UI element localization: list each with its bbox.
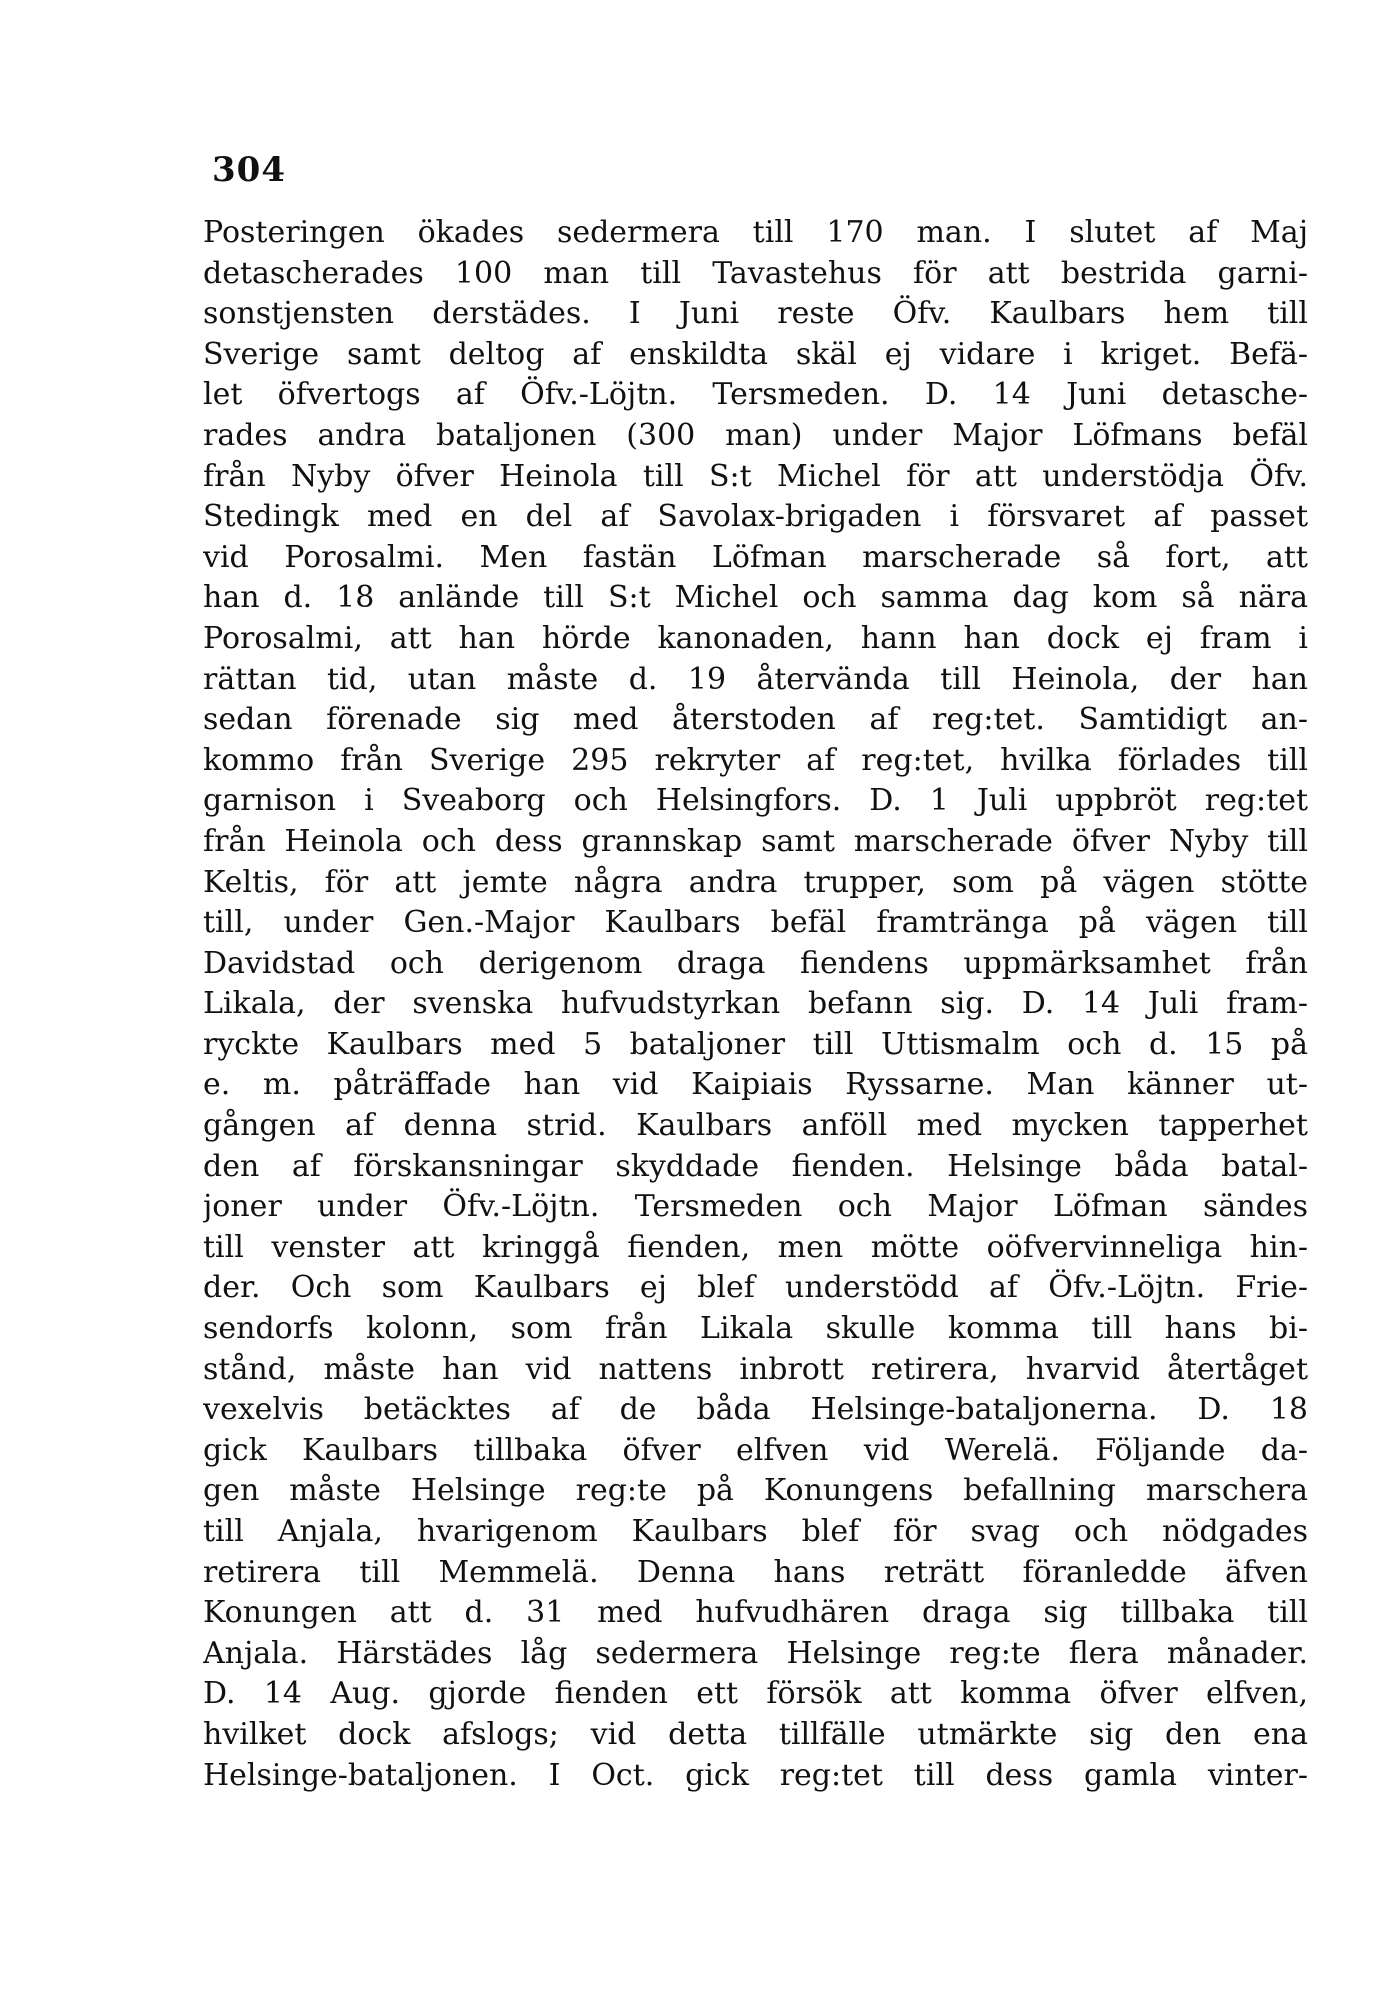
text-line: sedan förenade sig med återstoden af reg:tet. Samtidigt an- xyxy=(203,702,1308,738)
text-line: Keltis, för att jemte några andra trupper, som på vägen stötte xyxy=(203,864,1308,900)
text-line: till venster att kringgå fienden, men mötte oöfvervinneliga hin- xyxy=(203,1229,1308,1265)
page-number: 304 xyxy=(212,150,286,190)
body-text xyxy=(203,213,1308,1796)
text-line: den af förskansningar skyddade fienden. Helsinge båda batal- xyxy=(203,1148,1308,1184)
text-line: sonstjensten derstädes. I Juni reste Öfv. Kaulbars hem till xyxy=(203,296,1308,332)
text-line: Helsinge-bataljonen. I Oct. gick reg:tet till dess gamla vinter- xyxy=(203,1757,1308,1793)
text-line: retirera till Memmelä. Denna hans reträtt föranledde äfven xyxy=(203,1554,1308,1590)
text-line: e. m. påträffade han vid Kaipiais Ryssarne. Man känner ut- xyxy=(203,1067,1308,1103)
text-line: vid Porosalmi. Men fastän Löfman marscherade så fort, att xyxy=(203,539,1308,575)
text-line: han d. 18 anlände till S:t Michel och samma dag kom så nära xyxy=(203,580,1308,616)
text-line: gen måste Helsinge reg:te på Konungens befallning marschera xyxy=(203,1473,1308,1509)
text-line: till Anjala, hvarigenom Kaulbars blef för svag och nödgades xyxy=(203,1514,1308,1549)
text-line: gången af denna strid. Kaulbars anföll med mycken tapperhet xyxy=(203,1108,1308,1144)
text-line: stånd, måste han vid nattens inbrott retirera, hvarvid återtåget xyxy=(203,1351,1308,1387)
text-line: Sverige samt deltog af enskildta skäl ej vidare i kriget. Befä- xyxy=(203,336,1308,372)
text-line: joner under Öfv.-Löjtn. Tersmeden och Major Löfman sändes xyxy=(203,1189,1308,1225)
text-line: garnison i Sveaborg och Helsingfors. D. 1 Juli uppbröt reg:tet xyxy=(203,783,1308,819)
text-line: der. Och som Kaulbars ej blef understödd af Öfv.-Löjtn. Frie- xyxy=(203,1270,1308,1306)
text-line: Anjala. Härstädes låg sedermera Helsinge reg:te flera månader. xyxy=(203,1635,1308,1671)
text-line: rättan tid, utan måste d. 19 återvända till Heinola, der han xyxy=(203,661,1308,697)
text-line: Posteringen ökades sedermera till 170 man. I slutet af Maj xyxy=(203,215,1308,250)
text-line: gick Kaulbars tillbaka öfver elfven vid Werelä. Följande da- xyxy=(203,1432,1308,1468)
text-line: hvilket dock afslogs; vid detta tillfälle utmärkte sig den ena xyxy=(203,1716,1308,1752)
text-line: detascherades 100 man till Tavastehus för att bestrida garni- xyxy=(203,255,1308,291)
text-line: kommo från Sverige 295 rekryter af reg:tet, hvilka förlades till xyxy=(203,742,1308,778)
text-line: Konungen att d. 31 med hufvudhären draga sig tillbaka till xyxy=(203,1595,1308,1631)
text-line: let öfvertogs af Öfv.-Löjtn. Tersmeden. D. 14 Juni detasche- xyxy=(203,377,1308,413)
text-line: från Heinola och dess grannskap samt marscherade öfver Nyby till xyxy=(203,823,1308,859)
text-line: Stedingk med en del af Savolax-brigaden i försvaret af passet xyxy=(203,499,1308,535)
text-line: D. 14 Aug. gjorde fienden ett försök att komma öfver elfven, xyxy=(203,1676,1308,1712)
text-line: Likala, der svenska hufvudstyrkan befann sig. D. 14 Juli fram- xyxy=(203,986,1308,1022)
text-line: vexelvis betäcktes af de båda Helsinge-bataljonerna. D. 18 xyxy=(203,1392,1308,1428)
text-line: Porosalmi, att han hörde kanonaden, hann han dock ej fram i xyxy=(203,620,1308,656)
text-line: Davidstad och derigenom draga fiendens uppmärksamhet från xyxy=(203,945,1308,981)
text-line: sendorfs kolonn, som från Likala skulle komma till hans bi- xyxy=(203,1311,1308,1347)
text-line: ryckte Kaulbars med 5 bataljoner till Uttismalm och d. 15 på xyxy=(203,1026,1308,1062)
text-line: rades andra bataljonen (300 man) under Major Löfmans befäl xyxy=(203,417,1308,453)
text-line: till, under Gen.-Major Kaulbars befäl framtränga på vägen till xyxy=(203,905,1308,941)
text-line: från Nyby öfver Heinola till S:t Michel för att understödja Öfv. xyxy=(203,458,1308,494)
